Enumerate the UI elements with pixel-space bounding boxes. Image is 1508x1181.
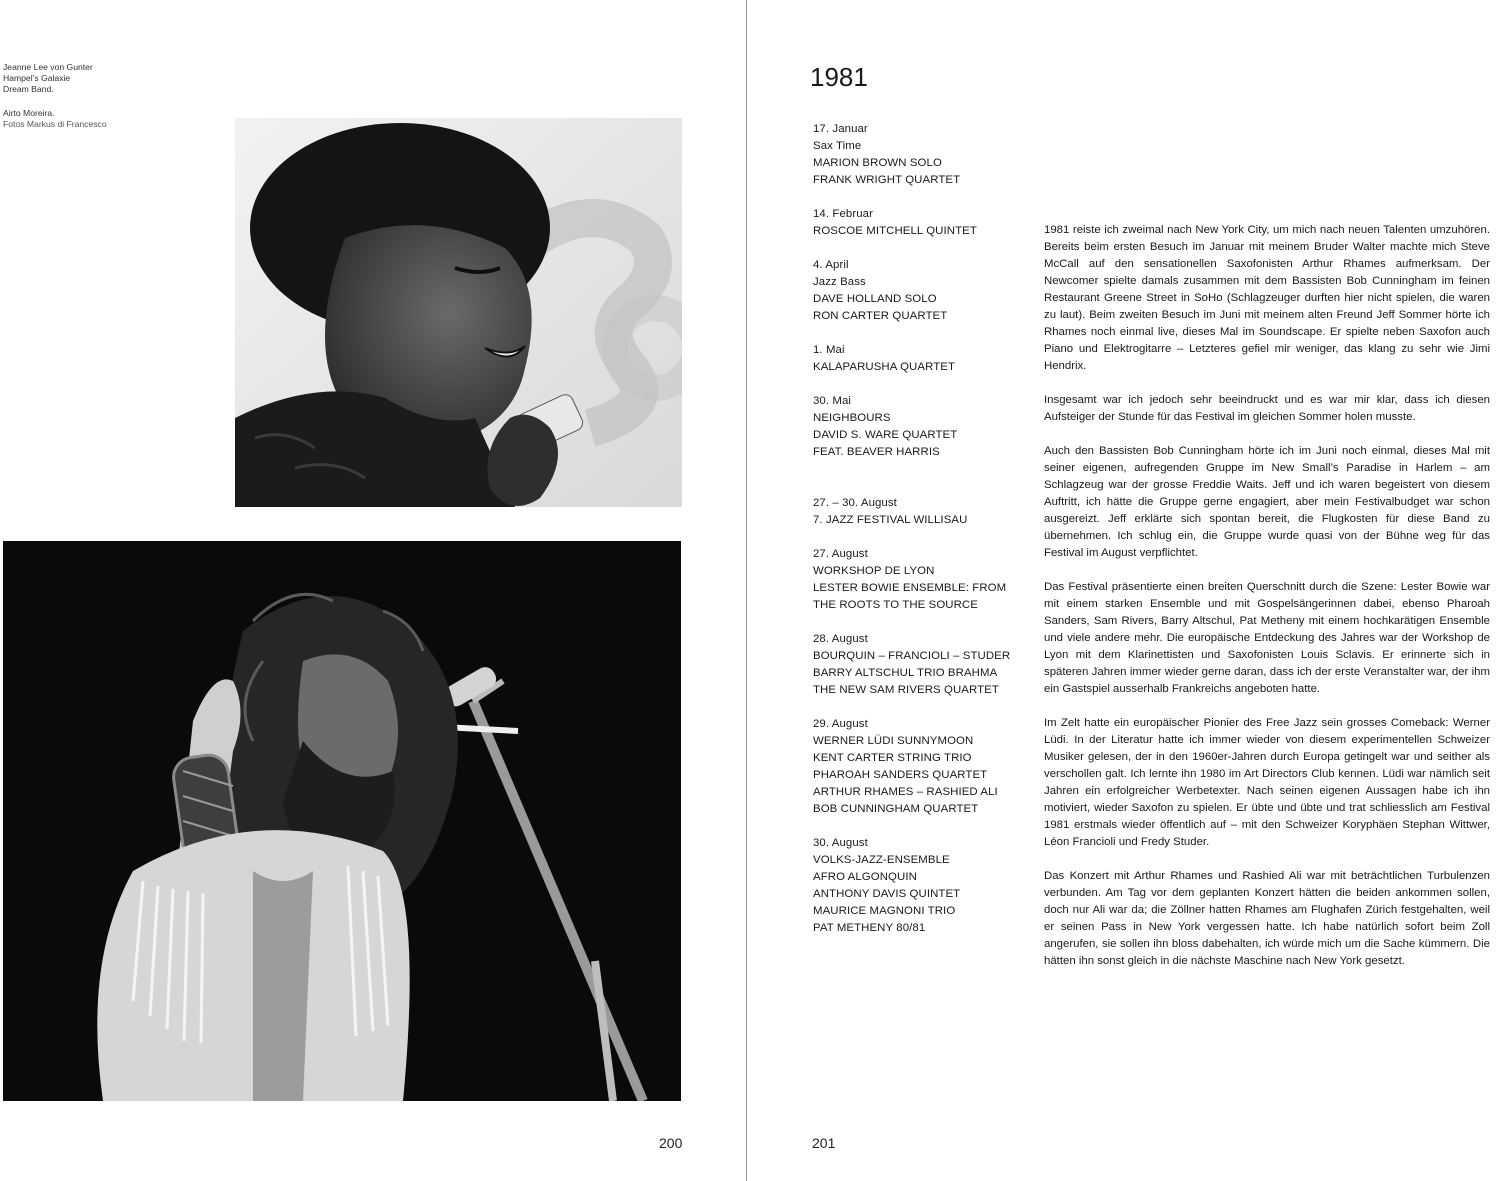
event-entry xyxy=(813,495,967,529)
article-body xyxy=(1044,222,1490,987)
caption-line: Jeanne Lee von Gunter xyxy=(3,62,93,72)
body-paragraph: Das Festival präsentierte einen breiten Querschnitt durch die Szene: Lester Bowie war mit einem starken Ensemble und mit Gospelsängerinnen dabei, ebenso Pharoah Sanders, Sam Rivers, Barry Altschul, Pat Metheny mit einem hochkarätigen Ensemble und viele andere mehr. Die europäische Entdeckung des Jahres war der Workshop de Lyon mit dem Klarinettisten und Saxofonisten Louis Sclavis. Er erinnerte sich in späteren Jahren immer wieder gerne daran, dass ich der erste Veranstalter war, der ihm ein Gastspiel ausserhalb Frankreichs angeboten hatte. xyxy=(1044,581,1490,695)
event-date: 27. – 30. August xyxy=(813,497,897,509)
event-line: DAVID S. WARE QUARTET xyxy=(813,429,958,441)
event-line: KENT CARTER STRING TRIO xyxy=(813,752,972,764)
event-entry xyxy=(813,121,960,189)
event-line: BARRY ALTSCHUL TRIO BRAHMA xyxy=(813,667,998,679)
event-line: AFRO ALGONQUIN xyxy=(813,871,917,883)
event-entry xyxy=(813,393,957,461)
event-line: BOURQUIN – FRANCIOLI – STUDER xyxy=(813,650,1011,662)
caption-line: Dream Band. xyxy=(3,84,54,95)
event-date: 30. August xyxy=(813,837,868,849)
body-paragraph: 1981 reiste ich zweimal nach New York City, um mich nach neuen Talenten umzuhören. Bereits beim ersten Besuch im Januar mit meinem Bruder Walter machte mich Steve McCall auf den sensationellen Saxofonisten Arthur Rhames aufmerksam. Der Newcomer spielte damals zusammen mit dem Bassisten Bob Cunningham im feinen Restaurant Greene Street in SoHo (Schlagzeuger durften hier nicht spielen, die waren zu laut). Beim zweiten Besuch im Juni mit meinem alten Freund Jeff Sommer hörte ich Rhames noch einmal live, dieses Mal im Soundscape. Er spielte neben Saxofon auch Piano und Elektrogitarre – Letzteres gefiel mir weniger, das klang zu sehr wie Jimi Hendrix. xyxy=(1044,224,1490,372)
body-paragraph: Im Zelt hatte ein europäischer Pionier des Free Jazz sein grosses Comeback: Werner Lüdi. In der Literatur hatte ich immer wieder von diesem experimentellen Schweizer Musiker gelesen, der in den 1960er-Jahren durch Europa getingelt war und seither als verschollen galt. Ich lernte ihn 1980 im Art Directors Club kennen. Lüdi war nämlich seit Jahren ein erfolgreicher Werbetexter. Nach seinen eigenen Aussagen habe ich ihn motiviert, wieder Saxofon zu spielen. Er übte und übte und trat schliesslich am Festival 1981 erstmals wieder öffentlich auf – mit den Schweizer Koryphäen Stephan Wittwer, Léon Francioli und Fredy Studer. xyxy=(1044,717,1490,848)
event-line: FEAT. BEAVER HARRIS xyxy=(813,446,940,458)
event-date: 1. Mai xyxy=(813,344,845,356)
event-line: 7. JAZZ FESTIVAL WILLISAU xyxy=(813,514,968,526)
event-date: 17. Januar xyxy=(813,123,868,135)
event-line: ARTHUR RHAMES – RASHIED ALI xyxy=(813,786,998,798)
event-date: 14. Februar xyxy=(813,208,873,220)
event-date: 29. August xyxy=(813,718,868,730)
photo-credit: Fotos Markus di Francesco xyxy=(3,118,107,129)
event-line: Sax Time xyxy=(813,140,862,152)
page-number-right: 201 xyxy=(812,1135,836,1151)
event-line: MAURICE MAGNONI TRIO xyxy=(813,905,956,917)
event-date: 27. August xyxy=(813,548,868,560)
event-line: RON CARTER QUARTET xyxy=(813,310,948,322)
event-entry xyxy=(813,631,1010,699)
event-line: FRANK WRIGHT QUARTET xyxy=(813,174,961,186)
body-paragraph: Auch den Bassisten Bob Cunningham hörte ich im Juni noch einmal, dieses Mal mit seiner eigenen, aufregenden Gruppe im New Small’s Paradise in Harlem – am Schlagzeug war der grosse Freddie Waits. Jeff und ich waren begeistert von diesem Auftritt, ich hätte die Gruppe gerne engagiert, aber mein Festivalbudget war schon ausgereizt. Jeff erklärte sich spontan bereit, die Flugkosten für diese Band zu übernehmen. Ich schlug ein, die Gruppe wurde quasi von der Bühne weg für das Festival im August verpflichtet. xyxy=(1044,445,1490,559)
event-line: KALAPARUSHA QUARTET xyxy=(813,361,956,373)
event-line: PHAROAH SANDERS QUARTET xyxy=(813,769,988,781)
singer-photo-image xyxy=(235,118,682,507)
event-entry xyxy=(813,716,998,818)
percussionist-photo-image xyxy=(3,541,681,1101)
event-line: NEIGHBOURS xyxy=(813,412,891,424)
body-paragraph: Das Konzert mit Arthur Rhames und Rashied Ali war mit beträchtlichen Turbulenzen verbunden. Am Tag vor dem geplanten Konzert hätten die beiden ankommen sollen, doch nur Ali war da; die Zöllner hatten Rhames am Flughafen Zürich festgehalten, weil er seinen Pass in New York vergessen hatte. Ich habe natürlich sofort beim Zoll angerufen, sie sollen ihn bloss dabehalten, ich würde mich um die Sache kümmern. Die hätten ihn sonst gleich in die nächste Maschine nach New York gesetzt. xyxy=(1044,870,1490,967)
event-line: WORKSHOP DE LYON xyxy=(813,565,935,577)
event-line: ANTHONY DAVIS QUINTET xyxy=(813,888,961,900)
event-line: Jazz Bass xyxy=(813,276,866,288)
event-entry xyxy=(813,835,960,937)
event-line: MARION BROWN SOLO xyxy=(813,157,942,169)
page-number-left: 200 xyxy=(659,1135,683,1151)
event-entry xyxy=(813,257,947,325)
event-line: PAT METHENY 80/81 xyxy=(813,922,926,934)
caption-line: Airto Moreira. xyxy=(3,107,55,118)
year-heading: 1981 xyxy=(810,62,868,92)
photo-airto-moreira xyxy=(3,541,681,1101)
event-entry xyxy=(813,546,1006,614)
event-date: 30. Mai xyxy=(813,395,852,407)
event-line: BOB CUNNINGHAM QUARTET xyxy=(813,803,979,815)
event-line: LESTER BOWIE ENSEMBLE: FROM xyxy=(813,582,1007,594)
page-gutter xyxy=(746,0,747,1181)
event-entry xyxy=(813,342,955,376)
event-line: THE NEW SAM RIVERS QUARTET xyxy=(813,684,999,696)
event-entry xyxy=(813,206,977,240)
body-paragraph: Insgesamt war ich jedoch sehr beeindruckt und es war mir klar, dass ich diesen Aufsteiger der Stunde für das Festival im gleichen Sommer holen musste. xyxy=(1044,394,1490,423)
event-line: ROSCOE MITCHELL QUINTET xyxy=(813,225,977,237)
event-line: DAVE HOLLAND SOLO xyxy=(813,293,937,305)
event-line: THE ROOTS TO THE SOURCE xyxy=(813,599,978,611)
caption-line: Hampel’s Galaxie xyxy=(3,73,71,84)
event-line: VOLKS-JAZZ-ENSEMBLE xyxy=(813,854,950,866)
event-date: 4. April xyxy=(813,259,849,271)
photo-jeanne-lee xyxy=(235,118,682,507)
event-date: 28. August xyxy=(813,633,868,645)
event-line: WERNER LÜDI SUNNYMOON xyxy=(813,735,974,747)
photo-caption xyxy=(3,62,123,142)
